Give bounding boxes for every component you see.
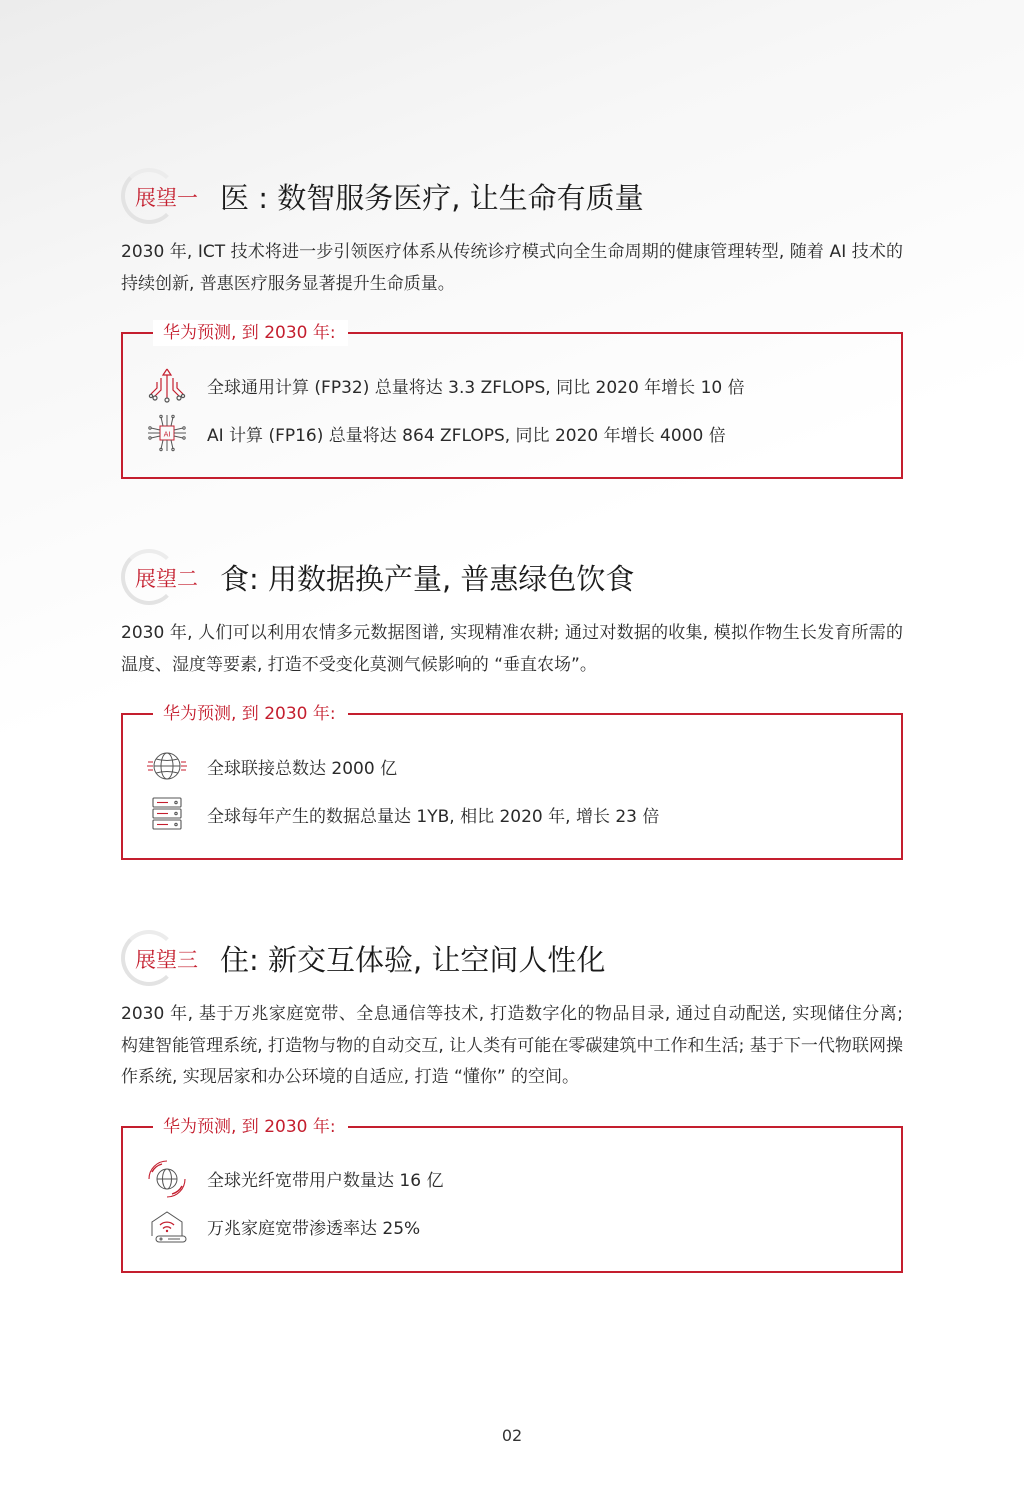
section-header (121, 930, 903, 990)
section-label: 展望三 (135, 948, 198, 972)
forecast-box (121, 704, 903, 860)
section-header (121, 549, 903, 609)
ai-chip-label: AI (163, 430, 171, 439)
forecast-item (145, 1159, 443, 1199)
forecast-item-text: 全球联接总数达 2000 亿 (207, 758, 398, 779)
section-paragraph: 2030 年, 人们可以利用农情多元数据图谱, 实现精准农耕; 通过对数据的收集, 模拟作物生长发育所需的温度、湿度等要素, 打造不受变化莫测气候影响的 “垂直农场”。 (121, 623, 903, 675)
forecast-item (145, 794, 659, 834)
forecast-box-title: 华为预测, 到 2030 年: (153, 701, 348, 727)
forecast-box (121, 323, 903, 479)
section-title: 食: 用数据换产量, 普惠绿色饮食 (220, 562, 635, 596)
forecast-item-text: 全球每年产生的数据总量达 1YB, 相比 2020 年, 增长 23 倍 (207, 806, 660, 827)
section-paragraph: 2030 年, 基于万兆家庭宽带、全息通信等技术, 打造数字化的物品目录, 通过自动配送, 实现储住分离; 构建智能管理系统, 打造物与物的自动交互, 让人类有可能在零碳建筑中工作和生活; 基于下一代物联网操作系统, 实现居家和办公环境的自适应, 打造 “懂你” 的空间。 (121, 1004, 903, 1087)
forecast-item-text: 全球通用计算 (FP32) 总量将达 3.3 ZFLOPS, 同比 2020 年增长 10 倍 (207, 377, 745, 398)
forecast-item-text: AI 计算 (FP16) 总量将达 864 ZFLOPS, 同比 2020 年增长 4000 倍 (207, 425, 726, 446)
section-1 (121, 168, 903, 479)
globe-network-icon (145, 746, 189, 786)
section-title: 医 : 数智服务医疗, 让生命有质量 (220, 181, 644, 215)
forecast-box (121, 1116, 903, 1273)
fiber-globe-icon (145, 1159, 189, 1199)
section-header (121, 168, 903, 228)
forecast-item (145, 413, 726, 453)
section-3 (121, 930, 903, 1273)
ai-chip-icon (145, 413, 189, 453)
forecast-item-text: 全球光纤宽带用户数量达 16 亿 (207, 1171, 444, 1191)
section-label: 展望一 (135, 186, 198, 210)
forecast-box-title: 华为预测, 到 2030 年: (153, 1114, 348, 1140)
section-paragraph: 2030 年, ICT 技术将进一步引领医疗体系从传统诊疗模式向全生命周期的健康管理转型, 随着 AI 技术的持续创新, 普惠医疗服务显著提升生命质量。 (121, 242, 903, 294)
wifi-router-icon (145, 1207, 189, 1247)
forecast-item (145, 1207, 420, 1247)
forecast-item-text: 万兆家庭宽带渗透率达 25% (207, 1219, 421, 1239)
server-storage-icon (145, 794, 189, 834)
section-2 (121, 549, 903, 860)
forecast-item (145, 746, 397, 786)
section-label: 展望二 (135, 567, 198, 591)
forecast-box-title: 华为预测, 到 2030 年: (153, 320, 348, 346)
forecast-item (145, 365, 745, 405)
computing-chip-icon (145, 365, 189, 405)
page-number: 02 (501, 1426, 523, 1445)
section-title: 住: 新交互体验, 让空间人性化 (220, 943, 606, 977)
